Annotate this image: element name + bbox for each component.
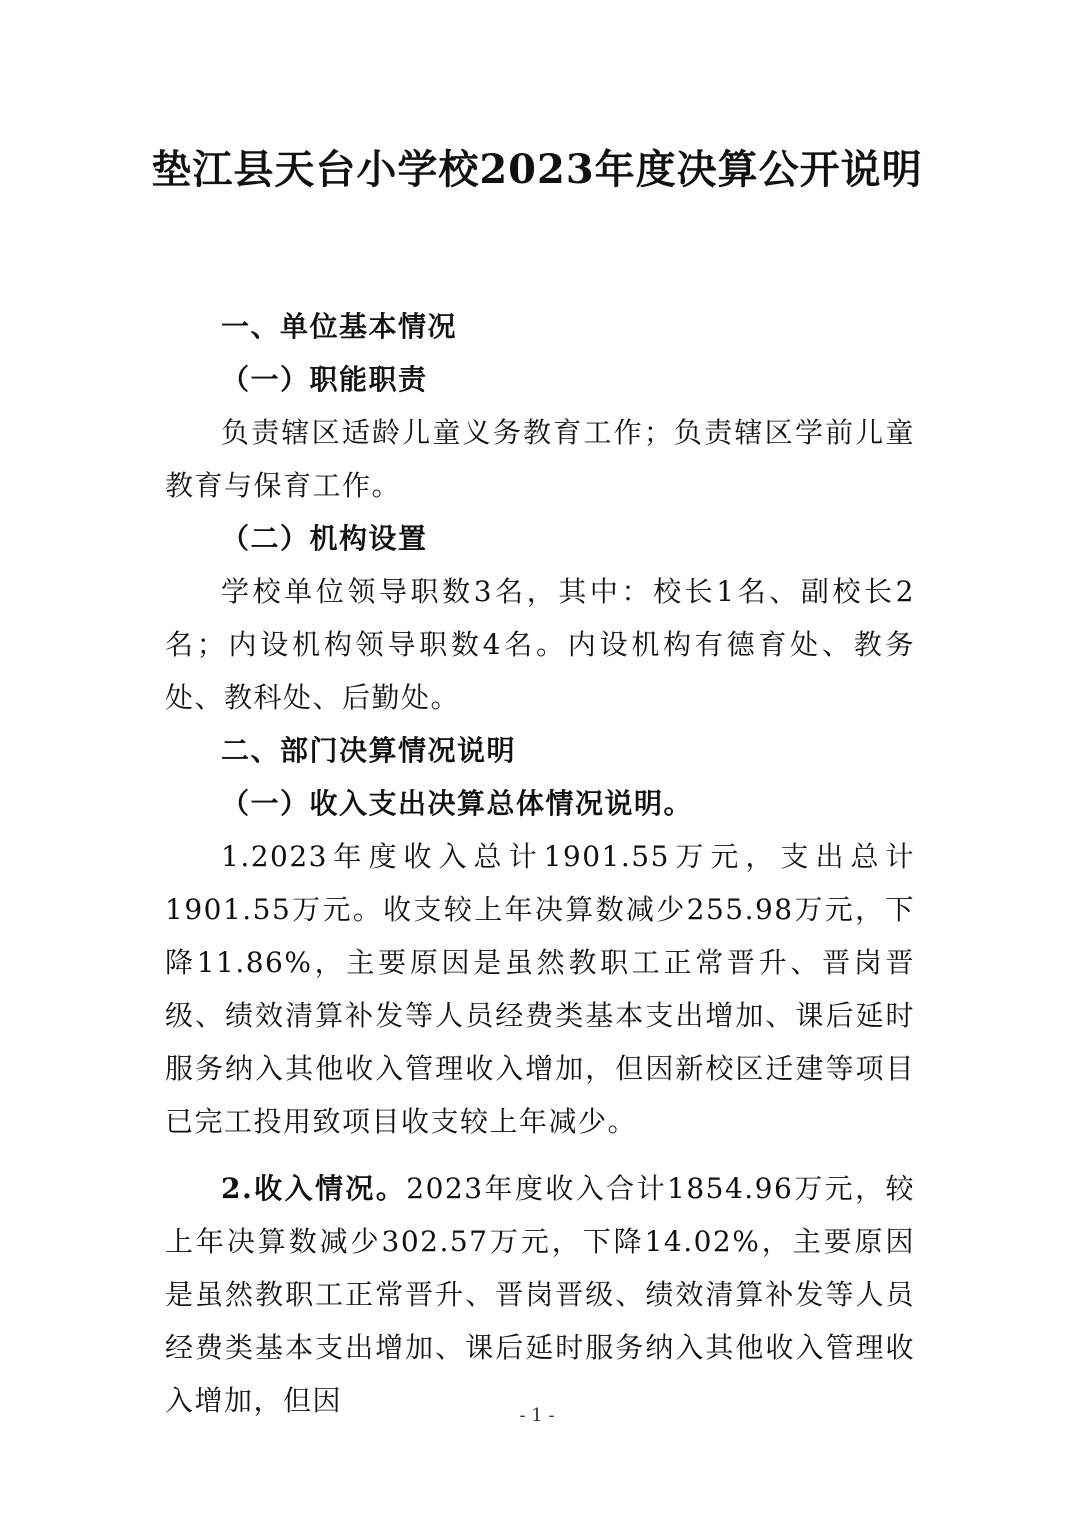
subsection-heading-organization: （二）机构设置: [221, 522, 428, 555]
section-heading-basic-info: 一、单位基本情况: [221, 310, 458, 343]
income-text: 2023年度收入合计1854.96万元，较上年决算数减少302.57万元，下降14.02%，主要原因是虽然教职工正常晋升、晋岗晋级、绩效清算补发等人员经费类基本支出增加、课后延时服务纳入其他收入管理收入增加，但因: [165, 1172, 915, 1417]
duties-paragraph: 负责辖区适龄儿童义务教育工作；负责辖区学前儿童教育与保育工作。: [165, 416, 915, 502]
subsection-heading-overall: （一）收入支出决算总体情况说明。: [221, 787, 694, 820]
page-title: 垫江县天台小学校2023年度决算公开说明: [151, 146, 923, 193]
organization-paragraph: 学校单位领导职数3名，其中：校长1名、副校长2名；内设机构领导职数4名。内设机构有德育处、教务处、教科处、后勤处。: [165, 575, 915, 714]
overall-paragraph: 1.2023年度收入总计1901.55万元，支出总计1901.55万元。收支较上年决算数减少255.98万元，下降11.86%，主要原因是虽然教职工正常晋升、晋岗晋级、绩效清算补发等人员经费类基本支出增加、课后延时服务纳入其他收入管理收入增加，但因新校区迁建等项目已完工投用致项目收支较上年减少。: [165, 840, 915, 1138]
document-body: [165, 300, 915, 1427]
income-paragraph: [165, 1162, 915, 1427]
income-lead: 2.收入情况。: [221, 1172, 407, 1205]
section-heading-final-accounts: 二、部门决算情况说明: [221, 734, 517, 767]
subsection-heading-duties: （一）职能职责: [221, 363, 428, 396]
paragraph-gap: [165, 1148, 915, 1162]
page-number: - 1 -: [519, 1405, 555, 1426]
